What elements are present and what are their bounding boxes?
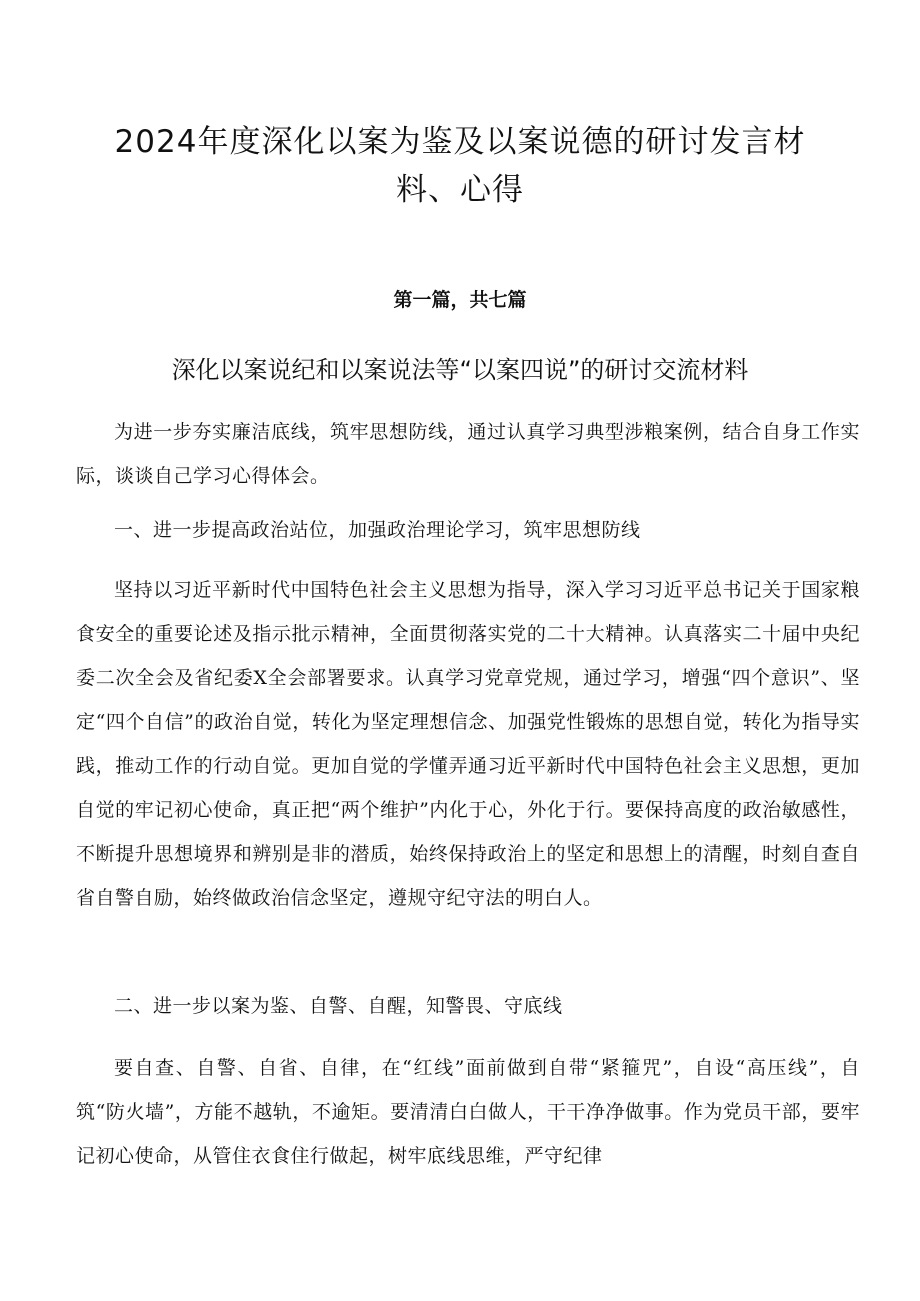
intro-paragraph: 为进一步夯实廉洁底线，筑牢思想防线，通过认真学习典型涉粮案例，结合自身工作实际，谈谈自己学习心得体会。 bbox=[76, 421, 860, 487]
heading-two: 二、进一步以案为鉴、自警、自醒，知警畏、守底线 bbox=[114, 995, 563, 1017]
document-title: 2024年度深化以案为鉴及以案说德的研讨发言材料、心得 bbox=[114, 124, 806, 208]
heading-one: 一、进一步提高政治站位，加强政治理论学习，筑牢思想防线 bbox=[114, 519, 641, 541]
part-label: 第一篇，共七篇 bbox=[393, 289, 527, 311]
section-title: 深化以案说纪和以案说法等“以案四说”的研讨交流材料 bbox=[171, 356, 749, 384]
body-paragraph-one: 坚持以习近平新时代中国特色社会主义思想为指导，深入学习习近平总书记关于国家粮食安全的重要论述及指示批示精神，全面贯彻落实党的二十大精神。认真落实二十届中央纪委二次全会及省纪委X全会部署要求。认真学习党章党规，通过学习，增强“四个意识”、坚定“四个自信”的政治自觉，转化为坚定理想信念、加强党性锻炼的思想自觉，转化为指导实践，推动工作的行动自觉。更加自觉的学懂弄通习近平新时代中国特色社会主义思想，更加自觉的牢记初心使命，真正把“两个维护”内化于心，外化于行。要保持高度的政治敏感性，不断提升思想境界和辨别是非的潜质，始终保持政治上的坚定和思想上的清醒，时刻自查自省自警自励，始终做政治信念坚定，遵规守纪守法的明白人。 bbox=[76, 579, 860, 909]
body-paragraph-two: 要自查、自警、自省、自律，在“红线”面前做到自带“紧箍咒”，自设“高压线”，自筑“防火墙”，方能不越轨，不逾矩。要清清白白做人，干干净净做事。作为党员干部，要牢记初心使命，从管住衣食住行做起，树牢底线思维，严守纪律 bbox=[76, 1057, 860, 1167]
